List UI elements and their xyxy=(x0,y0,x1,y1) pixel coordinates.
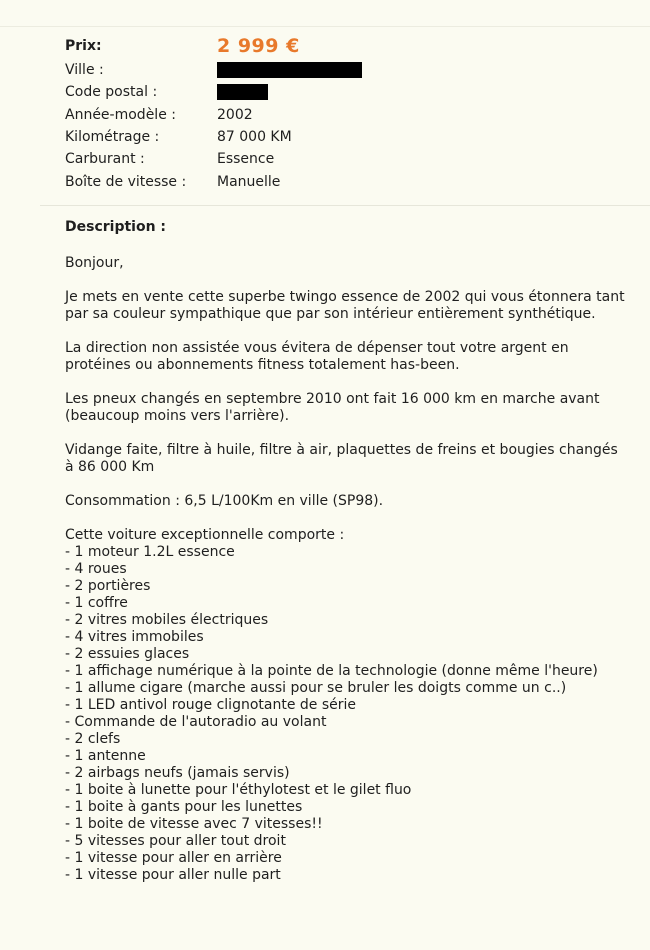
mileage-row xyxy=(65,126,625,148)
fuel-label: Carburant : xyxy=(65,151,145,168)
list-item: - 1 boite de vitesse avec 7 vitesses!! xyxy=(65,816,323,832)
list-item: - 1 vitesse pour aller nulle part xyxy=(65,867,281,883)
gearbox-value: Manuelle xyxy=(217,173,281,190)
description-paragraph: La direction non assistée vous évitera de dépenser tout votre argent en protéines ou abonnements fitness totalement has-been. xyxy=(65,340,569,373)
description-paragraph: Vidange faite, filtre à huile, filtre à air, plaquettes de freins et bougies changés à 86 000 Km xyxy=(65,442,618,475)
gearbox-label: Boîte de vitesse : xyxy=(65,173,187,190)
year-value: 2002 xyxy=(217,106,253,123)
feature-list xyxy=(65,544,625,884)
description-paragraph: Les pneux changés en septembre 2010 ont fait 16 000 km en marche avant (beaucoup moins vers l'arrière). xyxy=(65,391,600,424)
list-item: - 4 roues xyxy=(65,561,127,577)
list-item: - 1 LED antivol rouge clignotante de série xyxy=(65,697,357,713)
list-item: - 5 vitesses pour aller tout droit xyxy=(65,833,286,849)
mileage-label: Kilométrage : xyxy=(65,129,160,146)
gearbox-row xyxy=(65,170,625,192)
list-item: - 2 airbags neufs (jamais servis) xyxy=(65,765,290,781)
price-value: 2 999 € xyxy=(217,35,300,57)
list-item: - 1 antenne xyxy=(65,748,146,764)
list-item: - 1 coffre xyxy=(65,595,128,611)
postal-code-label: Code postal : xyxy=(65,84,158,101)
description-section xyxy=(65,219,625,884)
list-item: - 1 affichage numérique à la pointe de la technologie (donne même l'heure) xyxy=(65,663,598,679)
features-intro: Cette voiture exceptionnelle comporte : xyxy=(65,527,345,543)
price-label: Prix: xyxy=(65,38,102,54)
list-item: - 2 essuies glaces xyxy=(65,646,190,662)
postal-code-redaction-bar xyxy=(217,84,268,100)
list-item: - 4 vitres immobiles xyxy=(65,629,204,645)
city-row xyxy=(65,59,625,81)
list-item: - 1 allume cigare (marche aussi pour se bruler les doigts comme un c..) xyxy=(65,680,567,696)
list-item: - 1 boite à lunette pour l'éthylotest et le gilet fluo xyxy=(65,782,412,798)
price-row xyxy=(65,33,625,59)
city-redaction-bar xyxy=(217,62,362,78)
list-item: - 1 vitesse pour aller en arrière xyxy=(65,850,282,866)
list-item: - 2 clefs xyxy=(65,731,121,747)
postal-code-row xyxy=(65,81,625,103)
top-divider xyxy=(0,26,650,27)
listing-details xyxy=(65,33,625,193)
section-divider xyxy=(40,205,650,206)
fuel-value: Essence xyxy=(217,151,275,168)
fuel-row xyxy=(65,148,625,170)
list-item: - 2 portières xyxy=(65,578,151,594)
year-label: Année-modèle : xyxy=(65,106,176,123)
description-greeting: Bonjour, xyxy=(65,255,124,271)
description-paragraph: Je mets en vente cette superbe twingo essence de 2002 qui vous étonnera tant par sa couleur sympathique que par son intérieur entièrement synthétique. xyxy=(65,289,625,322)
list-item: - 1 boite à gants pour les lunettes xyxy=(65,799,303,815)
year-row xyxy=(65,104,625,126)
description-title: Description : xyxy=(65,219,167,235)
list-item: - 2 vitres mobiles électriques xyxy=(65,612,269,628)
mileage-value: 87 000 KM xyxy=(217,129,292,146)
city-label: Ville : xyxy=(65,62,104,79)
list-item: - 1 moteur 1.2L essence xyxy=(65,544,235,560)
description-paragraph: Consommation : 6,5 L/100Km en ville (SP98). xyxy=(65,493,384,509)
list-item: - Commande de l'autoradio au volant xyxy=(65,714,327,730)
